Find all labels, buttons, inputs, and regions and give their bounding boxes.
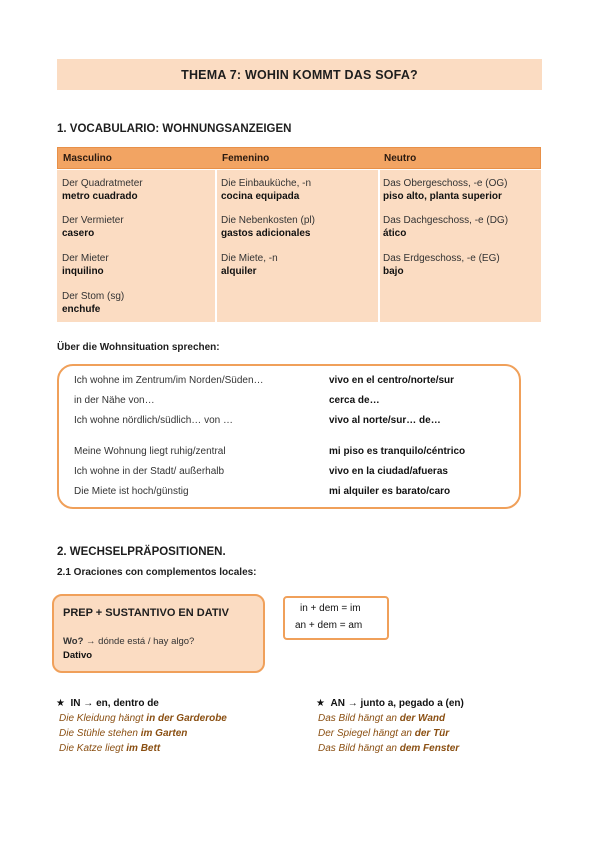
vocab-german: Die Einbauküche, -n [221, 178, 312, 189]
star-icon: ★ [316, 698, 325, 709]
vocab-entry [62, 253, 109, 278]
contraction-an-dem: an + dem = am [295, 620, 363, 631]
prep-box-case: Dativo [63, 650, 93, 661]
vocab-entry [62, 215, 124, 240]
vocab-german: Der Quadratmeter [62, 178, 143, 189]
example-phrase: in der Garderobe [146, 713, 227, 724]
vocab-entry [383, 253, 500, 278]
prep-dativ-box [52, 594, 265, 673]
example-text: Die Kleidung hängt [59, 713, 147, 724]
example-text: Das Bild hängt an [318, 713, 400, 724]
section2-heading: 2. WECHSELPRÄPOSITIONEN. [57, 546, 226, 558]
contraction-in-dem: in + dem = im [300, 603, 361, 614]
vocab-spanish: metro cuadrado [62, 190, 138, 202]
contraction-box [283, 596, 389, 640]
star-icon: ★ [56, 698, 65, 709]
phrase-german: Ich wohne nördlich/südlich… von … [74, 415, 233, 426]
vocab-spanish: alquiler [221, 265, 257, 277]
vocab-spanish: bajo [383, 265, 404, 277]
prep-box-title: PREP + SUSTANTIVO EN DATIV [63, 607, 229, 619]
example-text: Das Bild hängt an [318, 743, 400, 754]
example-text: Der Spiegel hängt an [318, 728, 415, 739]
column-header-femenino: Femenino [222, 153, 270, 164]
phrase-german: Ich wohne im Zentrum/im Norden/Süden… [74, 375, 264, 386]
prep-box-question [63, 636, 194, 647]
in-example [59, 713, 227, 724]
page-title-text: THEMA 7: WOHIN KOMMT DAS SOFA? [181, 67, 418, 82]
vocabulary-table-header [57, 147, 541, 169]
section1-heading: 1. VOCABULARIO: WOHNUNGSANZEIGEN [57, 123, 292, 135]
page-title [57, 59, 542, 90]
in-heading-text: IN → en, dentro de [70, 698, 159, 709]
column-header-masculino: Masculino [63, 153, 112, 164]
vocab-entry [221, 215, 315, 240]
vocab-entry [62, 291, 124, 316]
phrase-german: Die Miete ist hoch/günstig [74, 486, 189, 497]
wohnsituation-heading: Über die Wohnsituation sprechen: [57, 342, 220, 353]
example-text: Die Stühle stehen [59, 728, 141, 739]
vocab-spanish: enchufe [62, 303, 101, 315]
in-heading [56, 698, 159, 709]
wohnsituation-box [57, 364, 521, 509]
an-example [318, 713, 445, 724]
vocab-entry [383, 178, 507, 203]
vocab-german: Der Mieter [62, 253, 109, 264]
vocab-spanish: cocina equipada [221, 190, 300, 202]
phrase-spanish: vivo al norte/sur… de… [329, 415, 441, 426]
prep-box-question-text: → dónde está / hay algo? [83, 636, 195, 647]
an-example [318, 743, 459, 754]
phrase-german: Meine Wohnung liegt ruhig/zentral [74, 446, 226, 457]
vocab-german: Das Dachgeschoss, -e (DG) [383, 215, 509, 226]
vocab-german: Die Nebenkosten (pl) [221, 215, 315, 226]
vocab-spanish: inquilino [62, 265, 104, 277]
example-phrase: im Garten [140, 728, 188, 739]
in-example [59, 728, 187, 739]
vocab-spanish: piso alto, planta superior [383, 190, 502, 202]
section2-subheading: 2.1 Oraciones con complementos locales: [57, 567, 257, 578]
example-phrase: der Tür [414, 728, 450, 739]
vocab-entry [221, 178, 311, 203]
phrase-german: Ich wohne in der Stadt/ außerhalb [74, 466, 225, 477]
example-phrase: im Bett [126, 743, 161, 754]
phrase-spanish: mi alquiler es barato/caro [329, 486, 451, 497]
vocab-german: Der Vermieter [62, 215, 124, 226]
in-example [59, 743, 160, 754]
vocab-entry [383, 215, 508, 240]
example-text: Die Katze liegt [59, 743, 127, 754]
vocab-spanish: gastos adicionales [221, 227, 311, 239]
phrase-spanish: cerca de… [329, 395, 380, 406]
vocab-entry [221, 253, 278, 278]
prep-box-question-word: Wo? [63, 636, 84, 647]
an-heading [316, 698, 464, 709]
vocab-entry [62, 178, 143, 203]
vocab-german: Der Stom (sg) [62, 291, 125, 302]
vocab-spanish: casero [62, 227, 95, 239]
column-masculino [57, 170, 215, 322]
example-phrase: dem Fenster [399, 743, 460, 754]
phrase-spanish: mi piso es tranquilo/céntrico [329, 446, 466, 457]
phrase-spanish: vivo en la ciudad/afueras [329, 466, 448, 477]
vocab-german: Das Erdgeschoss, -e (EG) [383, 253, 500, 264]
column-header-neutro: Neutro [384, 153, 417, 164]
vocab-spanish: ático [383, 227, 407, 239]
vocabulary-table [57, 147, 541, 322]
column-neutro [380, 170, 541, 322]
an-heading-text: AN → junto a, pegado a (en) [330, 698, 464, 709]
vocab-german: Die Miete, -n [221, 253, 278, 264]
phrase-german: in der Nähe von… [74, 395, 155, 406]
an-example [318, 728, 449, 739]
column-femenino [217, 170, 378, 322]
phrase-spanish: vivo en el centro/norte/sur [329, 375, 455, 386]
vocab-german: Das Obergeschoss, -e (OG) [383, 178, 508, 189]
example-phrase: der Wand [399, 713, 446, 724]
